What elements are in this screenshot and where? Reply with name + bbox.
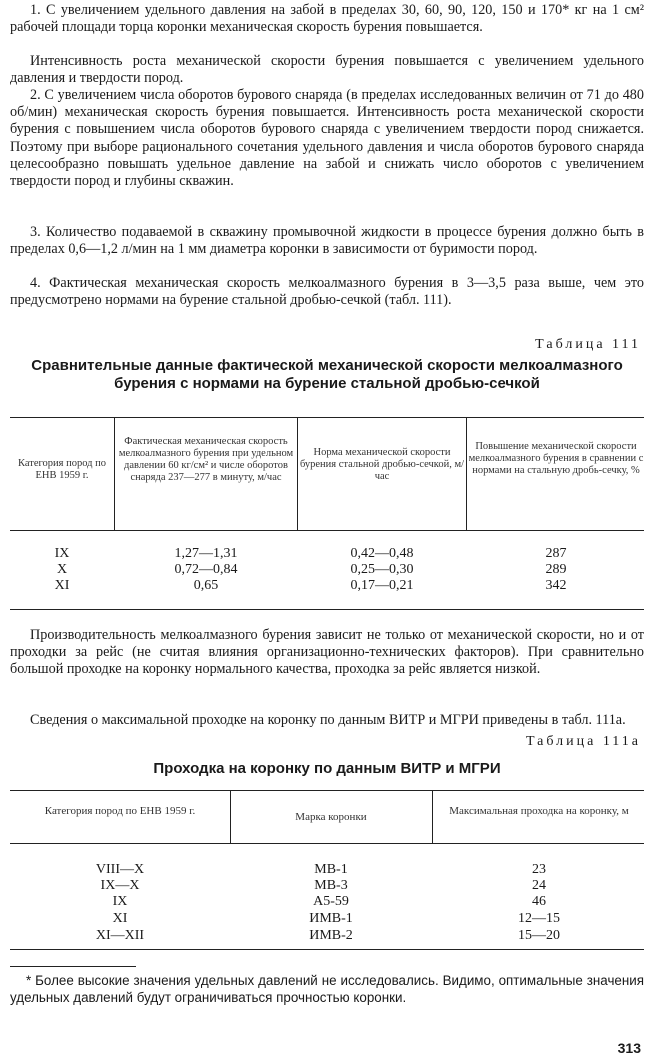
paragraph-7 (10, 712, 644, 729)
table-111a-header-rule (10, 843, 644, 844)
paragraph-6 (10, 627, 644, 679)
paragraph-4 (10, 224, 644, 258)
table-111a-cell-mark: А5-59 (313, 894, 349, 909)
table-111-col-divider-2 (297, 417, 298, 530)
table-111a-cell-category: IX (112, 894, 128, 909)
table-111a-header-category: Категория пород по ЕНВ 1959 г. (44, 805, 196, 817)
table-111-cell-norm: 0,17—0,21 (350, 578, 414, 593)
table-111a-cell-category: XI—XII (95, 928, 145, 943)
table-111a-title: Проходка на коронку по данным ВИТР и МГРИ (153, 760, 501, 777)
table-111a-cell-max: 23 (532, 862, 546, 877)
table-111a-cell-category: XI (112, 911, 128, 926)
table-111-cell-increase: 289 (545, 562, 567, 577)
table-111-cell-category: X (56, 562, 68, 577)
table-111a-cell-max: 12—15 (518, 911, 560, 926)
table-111a-col-divider-2 (432, 790, 433, 843)
table-111-cell-increase: 287 (545, 546, 567, 561)
footnote (10, 972, 644, 1006)
table-111a-header-max: Максимальная проходка на коронку, м (449, 805, 629, 817)
table-111-bottom-rule (10, 609, 644, 610)
paragraph-3 (10, 87, 644, 190)
table-111a-bottom-rule (10, 949, 644, 950)
table-111a-top-rule (10, 790, 644, 791)
table-111-cell-actual: 1,27—1,31 (174, 546, 238, 561)
table-111a-cell-mark: ИМВ-2 (309, 928, 353, 943)
table-111a-cell-max: 24 (532, 878, 546, 893)
table-111a-cell-category: VIII—X (95, 862, 145, 877)
table-111a-cell-category: IX—X (100, 878, 140, 893)
paragraph-2 (10, 53, 644, 87)
table-111a-cell-max: 15—20 (518, 928, 560, 943)
table-111-top-rule (10, 417, 644, 418)
table-111-cell-actual: 0,65 (193, 578, 219, 593)
page-number: 313 (617, 1040, 641, 1056)
paragraph-7-text: Сведения о максимальной проходке на коронку по данным ВИТР и МГРИ приведены в табл. 111а. (30, 712, 626, 728)
paragraph-2-text: Интенсивность роста механической скорости бурения повышается с увеличением удельного давления и твердости пород. (10, 53, 644, 87)
footnote-text: * Более высокие значения удельных давлений не исследовались. Видимо, оптимальные значения удельных давлений будут ограничиваться прочностью коронки. (10, 973, 644, 1005)
table-111-title: Сравнительные данные фактической механической скорости мелкоалмазного бурения с нормами на бурение стальной дробью-сечкой (31, 357, 623, 392)
table-111-cell-increase: 342 (545, 578, 567, 593)
paragraph-4-text: 3. Количество подаваемой в скважину промывочной жидкости в процессе бурения должно быть в пределах 0,6—1,2 л/мин на 1 мм диаметра коронки в зависимости от буримости пород. (10, 224, 644, 258)
table-111a-cell-mark: МВ-1 (314, 862, 348, 877)
table-111-cell-actual: 0,72—0,84 (174, 562, 238, 577)
paragraph-5 (10, 275, 644, 309)
paragraph-1 (10, 2, 644, 36)
table-111-cell-norm: 0,25—0,30 (350, 562, 414, 577)
table-111a-cell-mark: ИМВ-1 (309, 911, 353, 926)
table-111-header-actual: Фактическая механическая скорость мелкоалмазного бурения при удельном давлении 60 кг/см² и числе оборотов снаряда 237—277 в минуту, м/час (118, 436, 294, 483)
table-111-cell-category: IX (54, 546, 70, 561)
table-111-header-norm: Норма механической скорости бурения стальной дробью-сечкой, м/час (299, 447, 465, 482)
table-111a-header-mark: Марка коронки (295, 811, 367, 823)
table-111a-col-divider-1 (230, 790, 231, 843)
table-111-header-increase: Повышение механической скорости мелкоалмазного бурения в сравнении с нормами на стальную дробь-сечку, % (468, 441, 644, 476)
paragraph-6-text: Производительность мелкоалмазного бурения зависит не только от механической скорости, но и от проходки за рейс (не считая влияния организационно-технических факторов). При сравнительно большой проходке на коронку нормального качества, проходка за рейс является низкой. (10, 627, 644, 678)
table-111-cell-category: XI (54, 578, 70, 593)
table-111a-cell-max: 46 (532, 894, 546, 909)
table-111-col-divider-3 (466, 417, 467, 530)
table-111-col-divider-1 (114, 417, 115, 530)
table-111a-cell-mark: МВ-3 (314, 878, 348, 893)
table-111-label: Таблица 111 (535, 337, 641, 352)
table-111-header-category: Категория пород по ЕНВ 1959 г. (17, 458, 107, 481)
paragraph-5-text: 4. Фактическая механическая скорость мелкоалмазного бурения в 3—3,5 раза выше, чем это предусмотрено нормами на бурение стальной дробью-сечкой (табл. 111). (10, 275, 644, 309)
table-111a-label: Таблица 111а (525, 734, 641, 749)
paragraph-3-text: 2. С увеличением числа оборотов бурового снаряда (в пределах исследованных величин от 71 до 480 об/мин) механическая скорость бурения повышается. Интенсивность роста механической скорости бурения с повышением числа оборотов бурового снаряда с увеличением твердости пород снижается. Поэтому при выборе рационального сочетания удельного давления и числа оборотов бурового снаряда целесообразно повышать удельное давление на забой и снижать число оборотов с увеличением твердости пород и глубины скважин. (10, 87, 644, 190)
table-111-header-rule (10, 530, 644, 531)
footnote-rule (10, 966, 136, 967)
table-111-cell-norm: 0,42—0,48 (350, 546, 414, 561)
paragraph-1-text: 1. С увеличением удельного давления на забой в пределах 30, 60, 90, 120, 150 и 170* кг на 1 см² рабочей площади торца коронки механическая скорость бурения повышается. (10, 2, 644, 36)
